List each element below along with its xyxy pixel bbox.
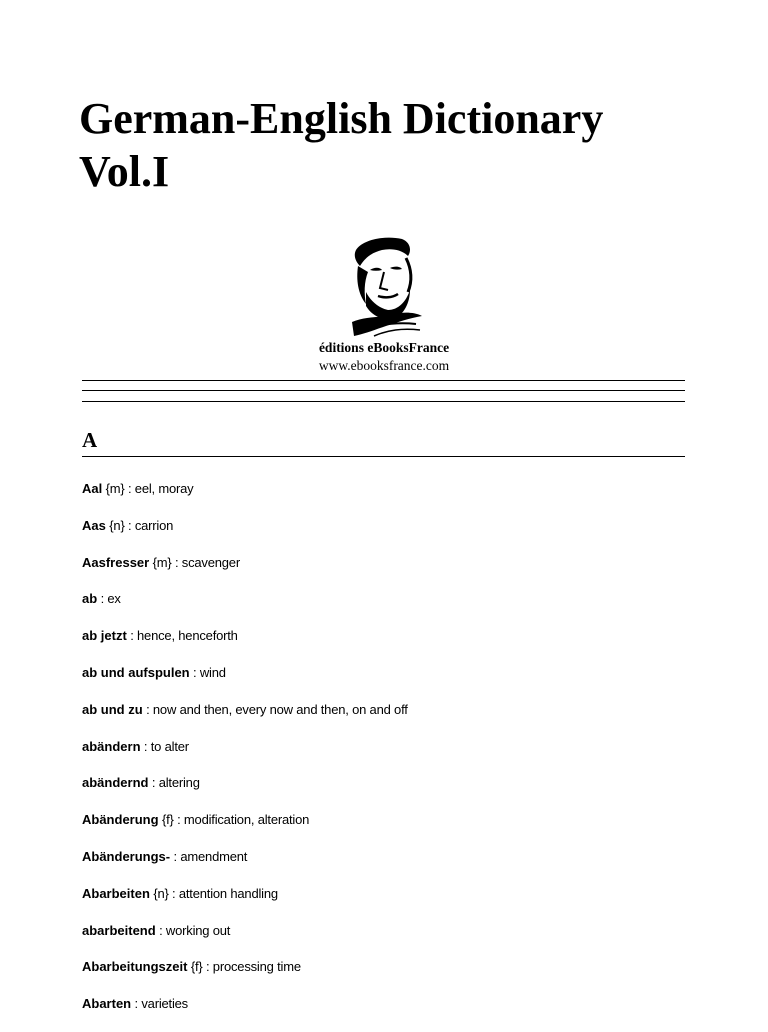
section-letter-heading: A [82, 428, 98, 452]
entry-headword: Abarten [82, 996, 132, 1012]
entry-headword: Abänderungs- [82, 848, 171, 864]
entry-definition: {n} : carrion [105, 517, 174, 533]
entry-definition: {f} : modification, alteration [158, 812, 310, 828]
dictionary-entry-list [82, 480, 702, 1032]
entry-definition: {m} : eel, moray [102, 481, 194, 496]
dictionary-entry [82, 664, 702, 701]
entry-headword: Aas [82, 517, 106, 533]
publisher-website-link[interactable]: www.ebooksfrance.com [318, 358, 450, 373]
entry-definition: : altering [148, 775, 200, 791]
dictionary-entry [82, 885, 702, 922]
entry-definition: : now and then, every now and then, on and off [142, 701, 408, 717]
dictionary-entry [82, 774, 702, 811]
entry-definition: : varieties [131, 996, 188, 1012]
page-title [79, 92, 699, 198]
entry-definition: {n} : attention handling [149, 885, 278, 901]
divider-rule [82, 390, 685, 391]
section-heading-rule [82, 456, 685, 457]
dictionary-entry [82, 922, 702, 959]
dictionary-entry [82, 517, 702, 554]
entry-headword: abändernd [82, 775, 149, 791]
dictionary-entry [82, 480, 702, 517]
title-line-2: Vol.I [79, 147, 170, 196]
entry-headword: abarbeitend [82, 922, 156, 938]
dictionary-entry [82, 811, 702, 848]
dictionary-entry [82, 554, 702, 591]
entry-headword: Aal [82, 481, 103, 496]
entry-headword: ab und aufspulen [82, 664, 190, 680]
entry-headword: Aasfresser [82, 554, 150, 570]
dictionary-entry [82, 627, 702, 664]
entry-definition: {m} : scavenger [149, 554, 240, 570]
entry-headword: Abarbeiten [82, 885, 150, 901]
entry-definition: : wind [189, 664, 226, 680]
dictionary-entry [82, 848, 702, 885]
entry-definition: : ex [97, 591, 121, 607]
entry-headword: Abarbeitungszeit [82, 959, 188, 975]
title-line-1: German-English Dictionary [79, 94, 604, 143]
entry-headword: ab jetzt [82, 628, 127, 644]
portrait-sketch-logo-icon [344, 236, 424, 338]
dictionary-entry [82, 995, 702, 1032]
entry-definition: {f} : processing time [187, 959, 301, 975]
entry-definition: : working out [155, 922, 231, 938]
dictionary-entry [82, 738, 702, 775]
divider-rule [82, 401, 685, 402]
entry-headword: abändern [82, 738, 141, 754]
entry-headword: Abänderung [82, 812, 159, 828]
dictionary-entry [82, 701, 702, 738]
dictionary-entry [82, 590, 702, 627]
entry-definition: : to alter [140, 738, 189, 754]
entry-headword: ab [82, 591, 98, 607]
entry-definition: : amendment [170, 848, 248, 864]
entry-definition: : hence, henceforth [126, 628, 238, 644]
divider-rule [82, 380, 685, 381]
entry-headword: ab und zu [82, 701, 143, 717]
dictionary-entry [82, 958, 702, 995]
publisher-name: éditions eBooksFrance [318, 340, 450, 355]
